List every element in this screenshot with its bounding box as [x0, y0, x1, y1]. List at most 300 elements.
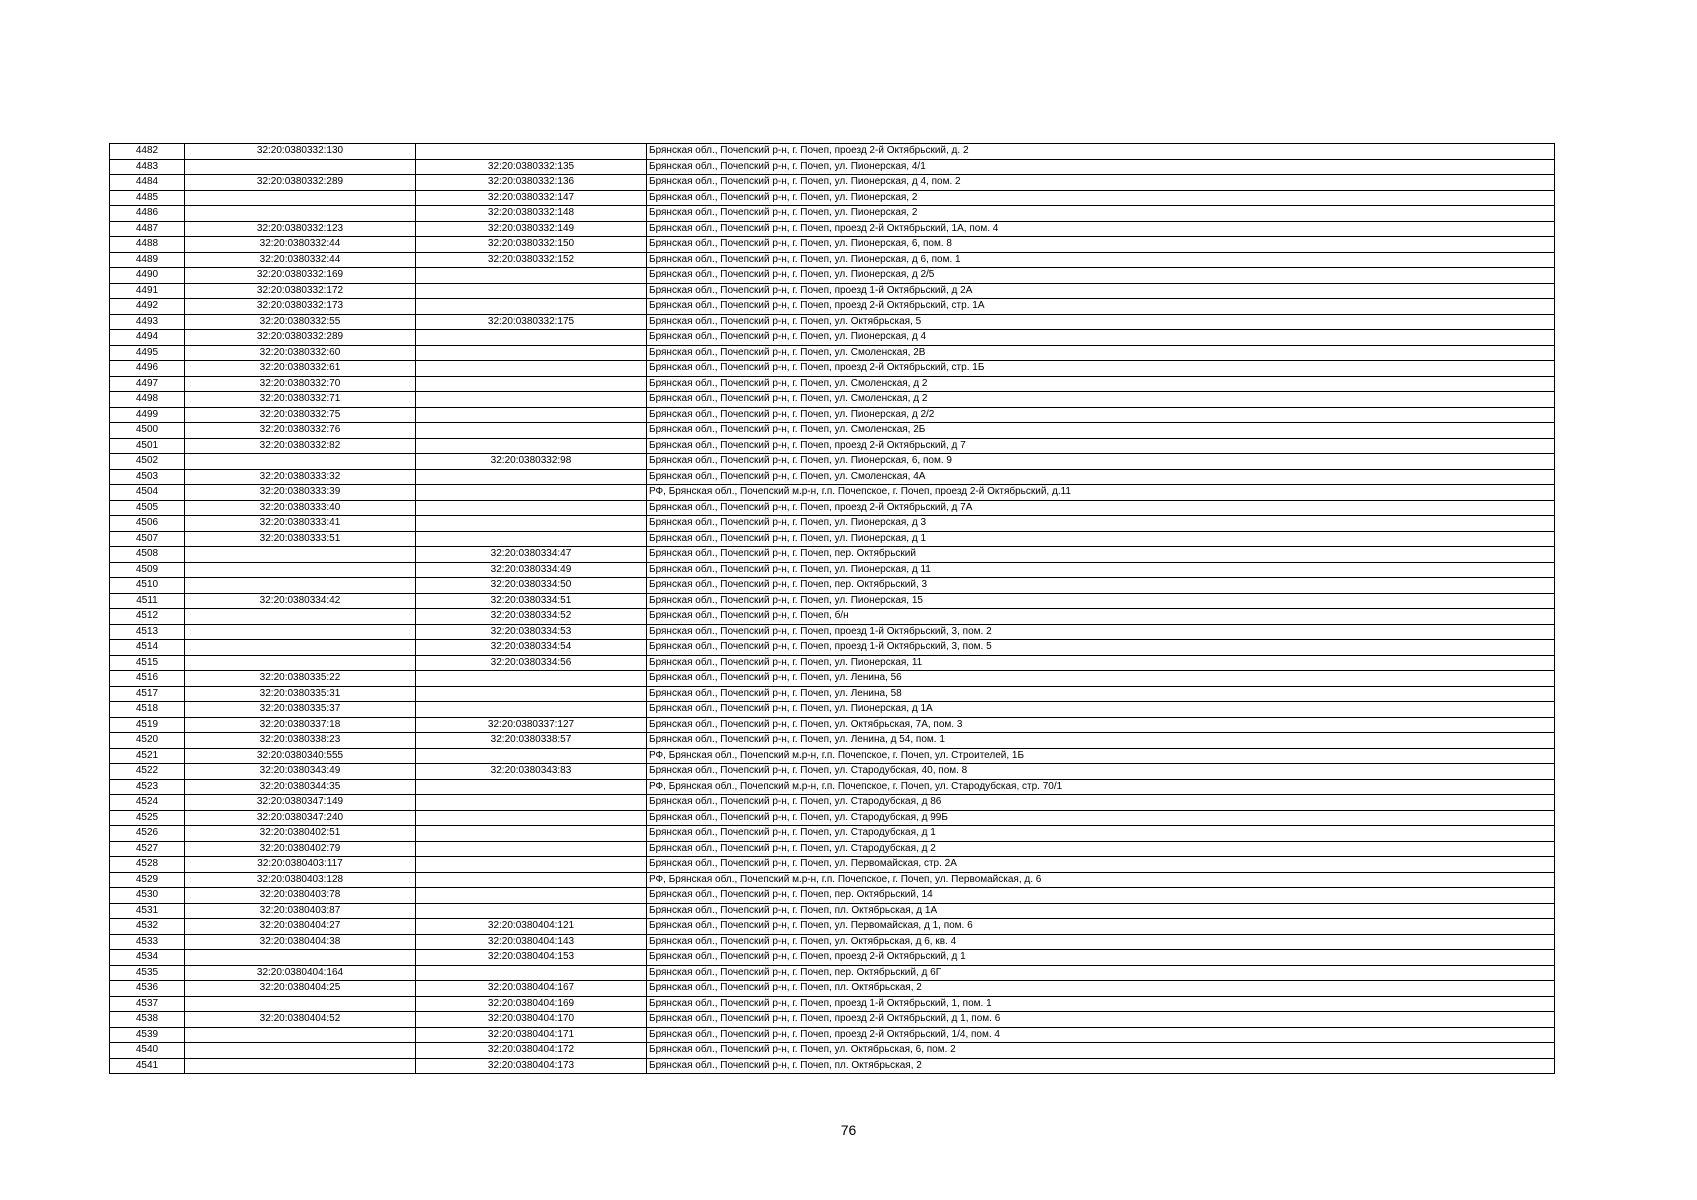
table-row [110, 438, 1555, 454]
table-row [110, 407, 1555, 423]
table-row [110, 562, 1555, 578]
cadastral-number-cell: 32:20:0380404:164 [185, 965, 416, 981]
premises-cadastral-number-cell [416, 779, 647, 795]
row-number-cell: 4516 [110, 671, 185, 687]
table-row [110, 640, 1555, 656]
address-cell: Брянская обл., Почепский р-н, г. Почеп, ул. Ленина, д 54, пом. 1 [647, 733, 1555, 749]
row-number-cell: 4499 [110, 407, 185, 423]
row-number-cell: 4500 [110, 423, 185, 439]
cadastral-number-cell: 32:20:0380347:149 [185, 795, 416, 811]
table-row [110, 779, 1555, 795]
cadastral-number-cell: 32:20:0380334:42 [185, 593, 416, 609]
address-cell: Брянская обл., Почепский р-н, г. Почеп, ул. Октябрьская, 7А, пом. 3 [647, 717, 1555, 733]
premises-cadastral-number-cell: 32:20:0380332:135 [416, 159, 647, 175]
row-number-cell: 4507 [110, 531, 185, 547]
table-row [110, 469, 1555, 485]
row-number-cell: 4518 [110, 702, 185, 718]
table-row [110, 888, 1555, 904]
cadastral-number-cell: 32:20:0380338:23 [185, 733, 416, 749]
row-number-cell: 4487 [110, 221, 185, 237]
address-cell: Брянская обл., Почепский р-н, г. Почеп, б/н [647, 609, 1555, 625]
cadastral-number-cell: 32:20:0380332:55 [185, 314, 416, 330]
row-number-cell: 4495 [110, 345, 185, 361]
cadastral-number-cell: 32:20:0380335:22 [185, 671, 416, 687]
cadastral-number-cell: 32:20:0380332:289 [185, 330, 416, 346]
table-row [110, 283, 1555, 299]
address-cell: Брянская обл., Почепский р-н, г. Почеп, ул. Пионерская, д 6, пом. 1 [647, 252, 1555, 268]
cadastral-number-cell: 32:20:0380332:130 [185, 144, 416, 160]
address-cell: Брянская обл., Почепский р-н, г. Почеп, пер. Октябрьский [647, 547, 1555, 563]
table-row [110, 330, 1555, 346]
premises-cadastral-number-cell [416, 376, 647, 392]
row-number-cell: 4517 [110, 686, 185, 702]
table-row [110, 392, 1555, 408]
premises-cadastral-number-cell [416, 826, 647, 842]
premises-cadastral-number-cell [416, 965, 647, 981]
address-cell: Брянская обл., Почепский р-н, г. Почеп, ул. Смоленская, 2В [647, 345, 1555, 361]
row-number-cell: 4532 [110, 919, 185, 935]
address-cell: Брянская обл., Почепский р-н, г. Почеп, ул. Пионерская, д 1 [647, 531, 1555, 547]
row-number-cell: 4537 [110, 996, 185, 1012]
row-number-cell: 4535 [110, 965, 185, 981]
address-cell: Брянская обл., Почепский р-н, г. Почеп, ул. Октябрьская, 5 [647, 314, 1555, 330]
cadastral-number-cell [185, 454, 416, 470]
premises-cadastral-number-cell [416, 531, 647, 547]
cadastral-number-cell [185, 950, 416, 966]
row-number-cell: 4486 [110, 206, 185, 222]
cadastral-number-cell: 32:20:0380337:18 [185, 717, 416, 733]
row-number-cell: 4521 [110, 748, 185, 764]
table-row [110, 361, 1555, 377]
row-number-cell: 4533 [110, 934, 185, 950]
premises-cadastral-number-cell [416, 438, 647, 454]
premises-cadastral-number-cell: 32:20:0380332:149 [416, 221, 647, 237]
page-number: 76 [840, 1122, 857, 1138]
address-cell: Брянская обл., Почепский р-н, г. Почеп, проезд 1-й Октябрьский, 3, пом. 5 [647, 640, 1555, 656]
premises-cadastral-number-cell: 32:20:0380334:47 [416, 547, 647, 563]
cadastral-number-cell: 32:20:0380404:38 [185, 934, 416, 950]
premises-cadastral-number-cell: 32:20:0380334:50 [416, 578, 647, 594]
premises-cadastral-number-cell [416, 857, 647, 873]
premises-cadastral-number-cell [416, 283, 647, 299]
address-cell: Брянская обл., Почепский р-н, г. Почеп, ул. Стародубская, д 99Б [647, 810, 1555, 826]
table-row [110, 578, 1555, 594]
table-row [110, 965, 1555, 981]
row-number-cell: 4539 [110, 1027, 185, 1043]
row-number-cell: 4530 [110, 888, 185, 904]
table-row [110, 764, 1555, 780]
premises-cadastral-number-cell: 32:20:0380334:51 [416, 593, 647, 609]
address-cell: Брянская обл., Почепский р-н, г. Почеп, ул. Первомайская, стр. 2А [647, 857, 1555, 873]
table-row [110, 423, 1555, 439]
row-number-cell: 4534 [110, 950, 185, 966]
address-cell: Брянская обл., Почепский р-н, г. Почеп, проезд 2-й Октябрьский, д 7А [647, 500, 1555, 516]
table-row [110, 609, 1555, 625]
premises-cadastral-number-cell [416, 144, 647, 160]
row-number-cell: 4508 [110, 547, 185, 563]
premises-cadastral-number-cell: 32:20:0380332:136 [416, 175, 647, 191]
address-cell: Брянская обл., Почепский р-н, г. Почеп, проезд 2-й Октябрьский, стр. 1А [647, 299, 1555, 315]
address-cell: Брянская обл., Почепский р-н, г. Почеп, ул. Пионерская, 2 [647, 206, 1555, 222]
premises-cadastral-number-cell: 32:20:0380404:173 [416, 1058, 647, 1074]
table-row [110, 624, 1555, 640]
cadastral-number-cell: 32:20:0380333:39 [185, 485, 416, 501]
address-cell: Брянская обл., Почепский р-н, г. Почеп, проезд 2-й Октябрьский, 1А, пом. 4 [647, 221, 1555, 237]
table-row [110, 996, 1555, 1012]
address-cell: Брянская обл., Почепский р-н, г. Почеп, проезд 1-й Октябрьский, 3, пом. 2 [647, 624, 1555, 640]
table-row [110, 934, 1555, 950]
premises-cadastral-number-cell: 32:20:0380332:147 [416, 190, 647, 206]
cadastral-number-cell: 32:20:0380333:51 [185, 531, 416, 547]
table-row [110, 252, 1555, 268]
cadastral-number-cell [185, 190, 416, 206]
row-number-cell: 4540 [110, 1043, 185, 1059]
address-cell: Брянская обл., Почепский р-н, г. Почеп, ул. Смоленская, д 2 [647, 376, 1555, 392]
row-number-cell: 4501 [110, 438, 185, 454]
address-cell: Брянская обл., Почепский р-н, г. Почеп, проезд 2-й Октябрьский, д 7 [647, 438, 1555, 454]
table-row [110, 593, 1555, 609]
address-cell: Брянская обл., Почепский р-н, г. Почеп, ул. Стародубская, 40, пом. 8 [647, 764, 1555, 780]
cadastral-number-cell: 32:20:0380332:173 [185, 299, 416, 315]
premises-cadastral-number-cell [416, 795, 647, 811]
row-number-cell: 4529 [110, 872, 185, 888]
premises-cadastral-number-cell: 32:20:0380404:153 [416, 950, 647, 966]
address-cell: Брянская обл., Почепский р-н, г. Почеп, ул. Пионерская, 4/1 [647, 159, 1555, 175]
premises-cadastral-number-cell: 32:20:0380334:54 [416, 640, 647, 656]
cadastral-number-cell [185, 206, 416, 222]
table-row [110, 190, 1555, 206]
cadastral-number-cell: 32:20:0380332:75 [185, 407, 416, 423]
table-row [110, 981, 1555, 997]
address-cell: Брянская обл., Почепский р-н, г. Почеп, ул. Ленина, 56 [647, 671, 1555, 687]
row-number-cell: 4525 [110, 810, 185, 826]
address-cell: Брянская обл., Почепский р-н, г. Почеп, проезд 2-й Октябрьский, д 1, пом. 6 [647, 1012, 1555, 1028]
row-number-cell: 4514 [110, 640, 185, 656]
premises-cadastral-number-cell: 32:20:0380332:150 [416, 237, 647, 253]
cadastral-number-cell: 32:20:0380403:117 [185, 857, 416, 873]
premises-cadastral-number-cell: 32:20:0380404:171 [416, 1027, 647, 1043]
address-cell: Брянская обл., Почепский р-н, г. Почеп, ул. Пионерская, 6, пом. 8 [647, 237, 1555, 253]
address-cell: Брянская обл., Почепский р-н, г. Почеп, ул. Октябрьская, 6, пом. 2 [647, 1043, 1555, 1059]
table-row [110, 144, 1555, 160]
cadastral-number-cell: 32:20:0380332:70 [185, 376, 416, 392]
address-cell: Брянская обл., Почепский р-н, г. Почеп, ул. Пионерская, д 11 [647, 562, 1555, 578]
address-cell: Брянская обл., Почепский р-н, г. Почеп, пер. Октябрьский, д 6Г [647, 965, 1555, 981]
premises-cadastral-number-cell: 32:20:0380404:121 [416, 919, 647, 935]
row-number-cell: 4512 [110, 609, 185, 625]
row-number-cell: 4488 [110, 237, 185, 253]
cadastral-table [109, 143, 1555, 1074]
address-cell: Брянская обл., Почепский р-н, г. Почеп, проезд 2-й Октябрьский, стр. 1Б [647, 361, 1555, 377]
row-number-cell: 4498 [110, 392, 185, 408]
table-row [110, 1027, 1555, 1043]
premises-cadastral-number-cell: 32:20:0380338:57 [416, 733, 647, 749]
cadastral-table-body [110, 144, 1555, 1074]
cadastral-number-cell: 32:20:0380332:44 [185, 252, 416, 268]
address-cell: Брянская обл., Почепский р-н, г. Почеп, ул. Пионерская, 2 [647, 190, 1555, 206]
table-row [110, 950, 1555, 966]
address-cell: Брянская обл., Почепский р-н, г. Почеп, ул. Стародубская, д 2 [647, 841, 1555, 857]
row-number-cell: 4482 [110, 144, 185, 160]
table-row [110, 702, 1555, 718]
table-row [110, 500, 1555, 516]
table-row [110, 841, 1555, 857]
table-row [110, 717, 1555, 733]
address-cell: Брянская обл., Почепский р-н, г. Почеп, проезд 2-й Октябрьский, д 1 [647, 950, 1555, 966]
cadastral-number-cell: 32:20:0380347:240 [185, 810, 416, 826]
table-row [110, 810, 1555, 826]
cadastral-number-cell: 32:20:0380333:41 [185, 516, 416, 532]
cadastral-number-cell: 32:20:0380335:37 [185, 702, 416, 718]
cadastral-number-cell [185, 655, 416, 671]
cadastral-number-cell: 32:20:0380333:40 [185, 500, 416, 516]
cadastral-number-cell: 32:20:0380332:172 [185, 283, 416, 299]
row-number-cell: 4538 [110, 1012, 185, 1028]
premises-cadastral-number-cell: 32:20:0380404:172 [416, 1043, 647, 1059]
cadastral-number-cell: 32:20:0380333:32 [185, 469, 416, 485]
premises-cadastral-number-cell: 32:20:0380332:98 [416, 454, 647, 470]
row-number-cell: 4511 [110, 593, 185, 609]
address-cell: Брянская обл., Почепский р-н, г. Почеп, проезд 2-й Октябрьский, д. 2 [647, 144, 1555, 160]
address-cell: Брянская обл., Почепский р-н, г. Почеп, ул. Смоленская, 2Б [647, 423, 1555, 439]
premises-cadastral-number-cell: 32:20:0380334:56 [416, 655, 647, 671]
row-number-cell: 4515 [110, 655, 185, 671]
address-cell: Брянская обл., Почепский р-н, г. Почеп, пл. Октябрьская, 2 [647, 981, 1555, 997]
address-cell: РФ, Брянская обл., Почепский м.р-н, г.п. Почепское, г. Почеп, ул. Строителей, 1Б [647, 748, 1555, 764]
premises-cadastral-number-cell [416, 485, 647, 501]
address-cell: Брянская обл., Почепский р-н, г. Почеп, пер. Октябрьский, 14 [647, 888, 1555, 904]
address-cell: Брянская обл., Почепский р-н, г. Почеп, ул. Пионерская, д 1А [647, 702, 1555, 718]
address-cell: Брянская обл., Почепский р-н, г. Почеп, ул. Пионерская, 15 [647, 593, 1555, 609]
address-cell: Брянская обл., Почепский р-н, г. Почеп, проезд 2-й Октябрьский, 1/4, пом. 4 [647, 1027, 1555, 1043]
premises-cadastral-number-cell: 32:20:0380404:167 [416, 981, 647, 997]
row-number-cell: 4536 [110, 981, 185, 997]
premises-cadastral-number-cell [416, 392, 647, 408]
cadastral-number-cell [185, 609, 416, 625]
address-cell: Брянская обл., Почепский р-н, г. Почеп, пл. Октябрьская, 2 [647, 1058, 1555, 1074]
premises-cadastral-number-cell: 32:20:0380404:143 [416, 934, 647, 950]
premises-cadastral-number-cell: 32:20:0380334:52 [416, 609, 647, 625]
table-row [110, 826, 1555, 842]
premises-cadastral-number-cell [416, 268, 647, 284]
table-row [110, 221, 1555, 237]
cadastral-number-cell: 32:20:0380332:82 [185, 438, 416, 454]
cadastral-number-cell: 32:20:0380335:31 [185, 686, 416, 702]
table-row [110, 531, 1555, 547]
premises-cadastral-number-cell: 32:20:0380337:127 [416, 717, 647, 733]
address-cell: Брянская обл., Почепский р-н, г. Почеп, ул. Ленина, 58 [647, 686, 1555, 702]
row-number-cell: 4531 [110, 903, 185, 919]
address-cell: Брянская обл., Почепский р-н, г. Почеп, ул. Пионерская, 6, пом. 9 [647, 454, 1555, 470]
row-number-cell: 4493 [110, 314, 185, 330]
address-cell: Брянская обл., Почепский р-н, г. Почеп, ул. Пионерская, 11 [647, 655, 1555, 671]
table-row [110, 903, 1555, 919]
table-row [110, 314, 1555, 330]
address-cell: Брянская обл., Почепский р-н, г. Почеп, проезд 1-й Октябрьский, 1, пом. 1 [647, 996, 1555, 1012]
table-row [110, 206, 1555, 222]
premises-cadastral-number-cell [416, 407, 647, 423]
table-row [110, 655, 1555, 671]
address-cell: Брянская обл., Почепский р-н, г. Почеп, проезд 1-й Октябрьский, д 2А [647, 283, 1555, 299]
row-number-cell: 4485 [110, 190, 185, 206]
cadastral-number-cell: 32:20:0380403:128 [185, 872, 416, 888]
table-row [110, 547, 1555, 563]
address-cell: Брянская обл., Почепский р-н, г. Почеп, ул. Пионерская, д 3 [647, 516, 1555, 532]
address-cell: Брянская обл., Почепский р-н, г. Почеп, ул. Стародубская, д 1 [647, 826, 1555, 842]
cadastral-number-cell: 32:20:0380332:123 [185, 221, 416, 237]
premises-cadastral-number-cell [416, 872, 647, 888]
address-cell: Брянская обл., Почепский р-н, г. Почеп, пер. Октябрьский, 3 [647, 578, 1555, 594]
row-number-cell: 4490 [110, 268, 185, 284]
table-row [110, 485, 1555, 501]
table-row [110, 872, 1555, 888]
premises-cadastral-number-cell: 32:20:0380404:169 [416, 996, 647, 1012]
cadastral-number-cell: 32:20:0380404:25 [185, 981, 416, 997]
premises-cadastral-number-cell [416, 345, 647, 361]
premises-cadastral-number-cell [416, 748, 647, 764]
table-row [110, 857, 1555, 873]
table-row [110, 1043, 1555, 1059]
row-number-cell: 4522 [110, 764, 185, 780]
cadastral-number-cell: 32:20:0380403:78 [185, 888, 416, 904]
premises-cadastral-number-cell [416, 500, 647, 516]
cadastral-number-cell [185, 578, 416, 594]
table-row [110, 516, 1555, 532]
table-row [110, 268, 1555, 284]
premises-cadastral-number-cell [416, 702, 647, 718]
cadastral-number-cell: 32:20:0380332:44 [185, 237, 416, 253]
cadastral-number-cell: 32:20:0380332:169 [185, 268, 416, 284]
premises-cadastral-number-cell [416, 516, 647, 532]
premises-cadastral-number-cell: 32:20:0380334:49 [416, 562, 647, 578]
table-row [110, 671, 1555, 687]
cadastral-number-cell: 32:20:0380332:289 [185, 175, 416, 191]
cadastral-number-cell: 32:20:0380332:76 [185, 423, 416, 439]
cadastral-number-cell [185, 547, 416, 563]
premises-cadastral-number-cell: 32:20:0380332:175 [416, 314, 647, 330]
premises-cadastral-number-cell: 32:20:0380343:83 [416, 764, 647, 780]
premises-cadastral-number-cell [416, 361, 647, 377]
cadastral-number-cell [185, 1058, 416, 1074]
row-number-cell: 4528 [110, 857, 185, 873]
address-cell: РФ, Брянская обл., Почепский м.р-н, г.п. Почепское, г. Почеп, ул. Первомайская, д. 6 [647, 872, 1555, 888]
row-number-cell: 4497 [110, 376, 185, 392]
row-number-cell: 4492 [110, 299, 185, 315]
table-row [110, 919, 1555, 935]
address-cell: Брянская обл., Почепский р-н, г. Почеп, пл. Октябрьская, д 1А [647, 903, 1555, 919]
row-number-cell: 4526 [110, 826, 185, 842]
row-number-cell: 4496 [110, 361, 185, 377]
cadastral-number-cell: 32:20:0380332:61 [185, 361, 416, 377]
row-number-cell: 4504 [110, 485, 185, 501]
table-row [110, 175, 1555, 191]
cadastral-number-cell [185, 996, 416, 1012]
premises-cadastral-number-cell [416, 671, 647, 687]
table-row [110, 748, 1555, 764]
table-row [110, 237, 1555, 253]
premises-cadastral-number-cell: 32:20:0380332:152 [416, 252, 647, 268]
cadastral-number-cell: 32:20:0380403:87 [185, 903, 416, 919]
address-cell: РФ, Брянская обл., Почепский м.р-н, г.п. Почепское, г. Почеп, ул. Стародубская, стр. 70/1 [647, 779, 1555, 795]
cadastral-number-cell [185, 1027, 416, 1043]
row-number-cell: 4483 [110, 159, 185, 175]
row-number-cell: 4494 [110, 330, 185, 346]
cadastral-number-cell: 32:20:0380402:79 [185, 841, 416, 857]
row-number-cell: 4509 [110, 562, 185, 578]
address-cell: Брянская обл., Почепский р-н, г. Почеп, ул. Смоленская, д 2 [647, 392, 1555, 408]
cadastral-number-cell [185, 640, 416, 656]
row-number-cell: 4523 [110, 779, 185, 795]
table-row [110, 795, 1555, 811]
cadastral-number-cell: 32:20:0380404:52 [185, 1012, 416, 1028]
row-number-cell: 4520 [110, 733, 185, 749]
table-row [110, 454, 1555, 470]
premises-cadastral-number-cell: 32:20:0380334:53 [416, 624, 647, 640]
cadastral-number-cell [185, 624, 416, 640]
premises-cadastral-number-cell [416, 888, 647, 904]
row-number-cell: 4489 [110, 252, 185, 268]
address-cell: Брянская обл., Почепский р-н, г. Почеп, ул. Пионерская, д 2/5 [647, 268, 1555, 284]
address-cell: Брянская обл., Почепский р-н, г. Почеп, ул. Октябрьская, д 6, кв. 4 [647, 934, 1555, 950]
row-number-cell: 4484 [110, 175, 185, 191]
premises-cadastral-number-cell [416, 903, 647, 919]
address-cell: РФ, Брянская обл., Почепский м.р-н, г.п. Почепское, г. Почеп, проезд 2-й Октябрьский, д.11 [647, 485, 1555, 501]
row-number-cell: 4519 [110, 717, 185, 733]
row-number-cell: 4505 [110, 500, 185, 516]
cadastral-number-cell: 32:20:0380332:60 [185, 345, 416, 361]
table-row [110, 686, 1555, 702]
address-cell: Брянская обл., Почепский р-н, г. Почеп, ул. Стародубская, д 86 [647, 795, 1555, 811]
cadastral-number-cell: 32:20:0380340:555 [185, 748, 416, 764]
row-number-cell: 4491 [110, 283, 185, 299]
premises-cadastral-number-cell [416, 299, 647, 315]
row-number-cell: 4524 [110, 795, 185, 811]
row-number-cell: 4541 [110, 1058, 185, 1074]
cadastral-number-cell [185, 1043, 416, 1059]
premises-cadastral-number-cell [416, 810, 647, 826]
premises-cadastral-number-cell [416, 686, 647, 702]
address-cell: Брянская обл., Почепский р-н, г. Почеп, ул. Пионерская, д 2/2 [647, 407, 1555, 423]
table-row [110, 376, 1555, 392]
cadastral-number-cell [185, 159, 416, 175]
address-cell: Брянская обл., Почепский р-н, г. Почеп, ул. Смоленская, 4А [647, 469, 1555, 485]
row-number-cell: 4510 [110, 578, 185, 594]
cadastral-number-cell: 32:20:0380404:27 [185, 919, 416, 935]
row-number-cell: 4502 [110, 454, 185, 470]
row-number-cell: 4503 [110, 469, 185, 485]
row-number-cell: 4506 [110, 516, 185, 532]
table-row [110, 299, 1555, 315]
address-cell: Брянская обл., Почепский р-н, г. Почеп, ул. Пионерская, д 4, пом. 2 [647, 175, 1555, 191]
table-row [110, 733, 1555, 749]
cadastral-number-cell: 32:20:0380344:35 [185, 779, 416, 795]
table-row [110, 159, 1555, 175]
cadastral-number-cell: 32:20:0380343:49 [185, 764, 416, 780]
table-row [110, 345, 1555, 361]
address-cell: Брянская обл., Почепский р-н, г. Почеп, ул. Первомайская, д 1, пом. 6 [647, 919, 1555, 935]
premises-cadastral-number-cell [416, 841, 647, 857]
cadastral-number-cell: 32:20:0380402:51 [185, 826, 416, 842]
premises-cadastral-number-cell [416, 423, 647, 439]
row-number-cell: 4527 [110, 841, 185, 857]
premises-cadastral-number-cell [416, 469, 647, 485]
row-number-cell: 4513 [110, 624, 185, 640]
table-row [110, 1058, 1555, 1074]
cadastral-number-cell [185, 562, 416, 578]
premises-cadastral-number-cell: 32:20:0380332:148 [416, 206, 647, 222]
premises-cadastral-number-cell: 32:20:0380404:170 [416, 1012, 647, 1028]
table-row [110, 1012, 1555, 1028]
